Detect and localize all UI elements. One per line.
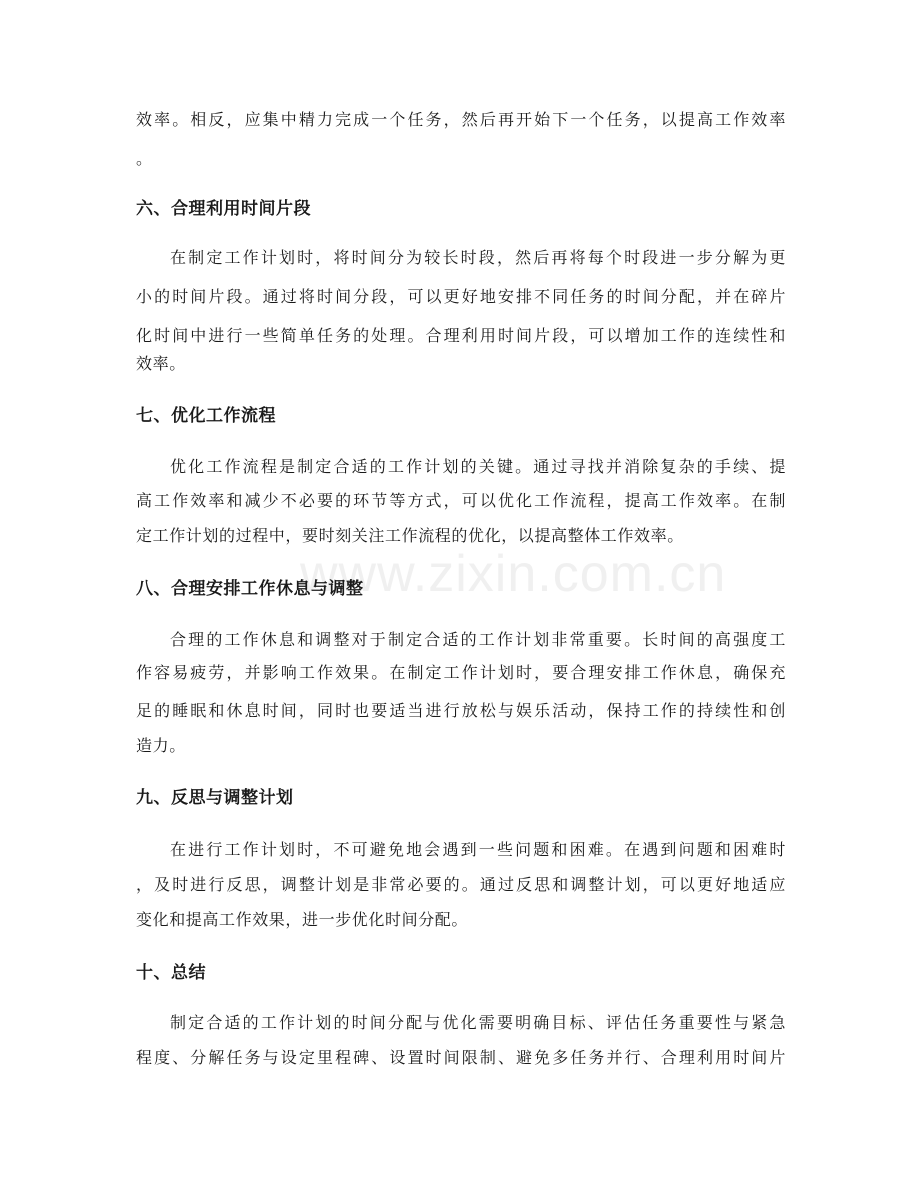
- paragraph-line: 变化和提高工作效果，进一步优化时间分配。: [136, 910, 469, 929]
- paragraph-line: 足的睡眠和休息时间，同时也要适当进行放松与娱乐活动，保持工作的持续性和创: [136, 701, 786, 720]
- section-heading-7: 七、优化工作流程: [136, 406, 276, 426]
- paragraph-line: 小的时间片段。通过将时间分段，可以更好地安排不同任务的时间分配，并在碎片: [136, 287, 786, 306]
- paragraph-line: 化时间中进行一些简单任务的处理。合理利用时间片段，可以增加工作的连续性和: [136, 326, 786, 345]
- paragraph-line: 制定合适的工作计划的时间分配与优化需要明确目标、评估任务重要性与紧急: [170, 1013, 786, 1032]
- paragraph-line: 效率。: [136, 354, 186, 373]
- paragraph-line: 高工作效率和减少不必要的环节等方式，可以优化工作流程，提高工作效率。在制: [136, 491, 786, 510]
- paragraph-line: 程度、分解任务与设定里程碑、设置时间限制、避免多任务并行、合理利用时间片: [136, 1048, 786, 1067]
- paragraph-line: 在进行工作计划时，不可避免地会遇到一些问题和困难。在遇到问题和困难时: [170, 840, 786, 859]
- section-heading-8: 八、合理安排工作休息与调整: [136, 579, 364, 599]
- section-heading-10: 十、总结: [136, 963, 206, 983]
- paragraph-line: 效率。相反，应集中精力完成一个任务，然后再开始下一个任务，以提高工作效率: [136, 110, 786, 129]
- paragraph-line: 造力。: [136, 736, 186, 755]
- paragraph-line: 合理的工作休息和调整对于制定合适的工作计划非常重要。长时间的高强度工: [170, 630, 786, 649]
- watermark: www.zixin.com.cn: [300, 545, 727, 603]
- paragraph-line: 作容易疲劳，并影响工作效果。在制定工作计划时，要合理安排工作休息，确保充: [136, 663, 786, 682]
- paragraph-line: 。: [136, 149, 153, 168]
- section-heading-9: 九、反思与调整计划: [136, 788, 294, 808]
- paragraph-line: 定工作计划的过程中，要时刻关注工作流程的优化，以提高整体工作效率。: [136, 526, 684, 545]
- paragraph-line: ，及时进行反思，调整计划是非常必要的。通过反思和调整计划，可以更好地适应: [136, 875, 786, 894]
- section-heading-6: 六、合理利用时间片段: [136, 199, 311, 219]
- paragraph-line: 优化工作流程是制定合适的工作计划的关键。通过寻找并消除复杂的手续、提: [170, 457, 786, 476]
- paragraph-line: 在制定工作计划时，将时间分为较长时段，然后再将每个时段进一步分解为更: [170, 248, 786, 267]
